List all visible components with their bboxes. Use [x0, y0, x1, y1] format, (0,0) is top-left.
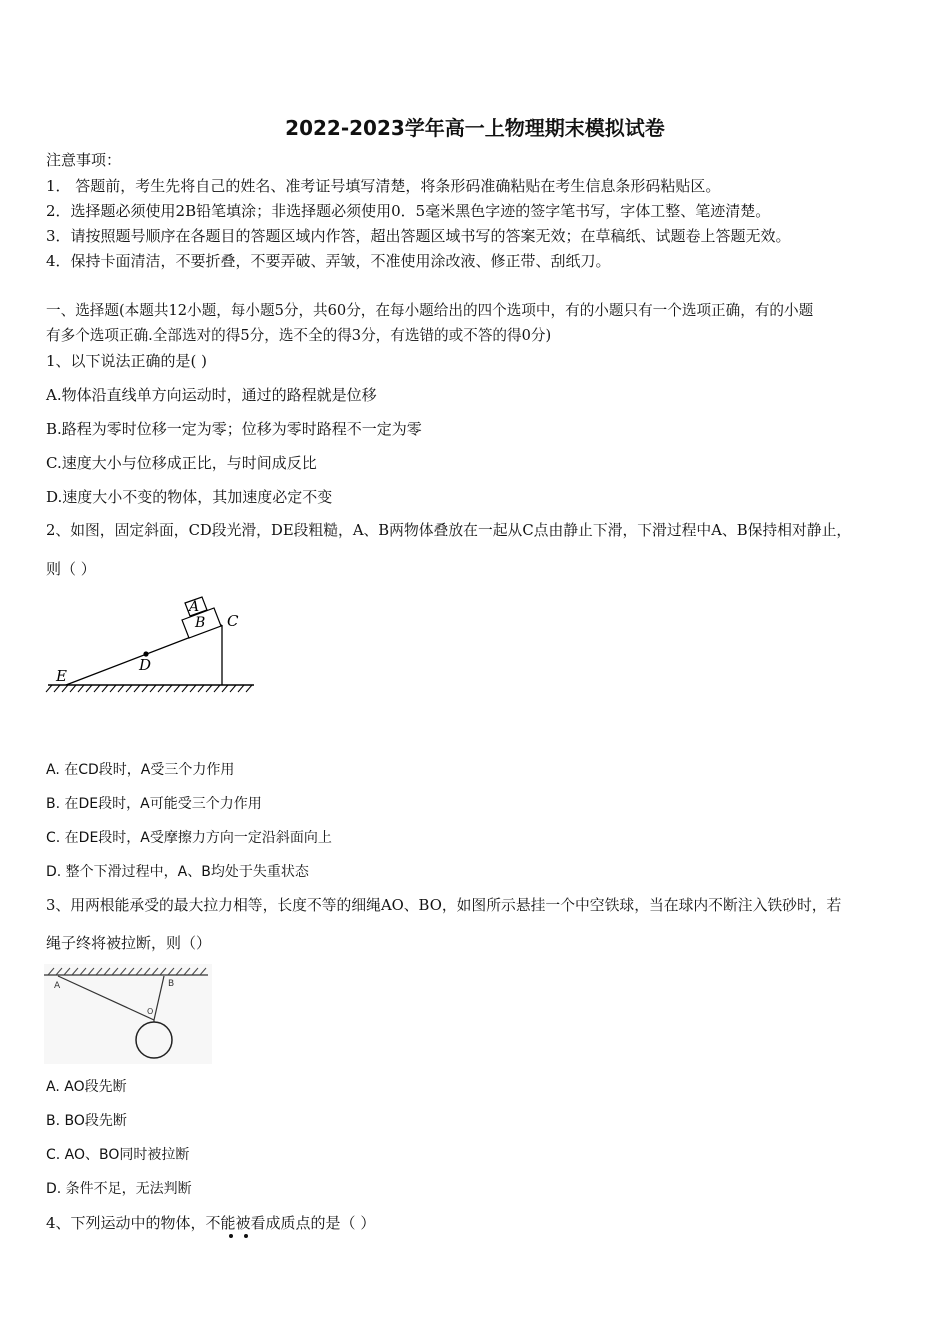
question-2-stem-line1: 2、如图，固定斜面，CD段光滑，DE段粗糙，A、B两物体叠放在一起从C点由静止下滑，下滑过程中A、B保持相对静止，: [46, 522, 852, 539]
question-3-option-a: A. AO段先断: [46, 1079, 127, 1095]
figure-background: [44, 964, 212, 1064]
question-1-stem: 1、以下说法正确的是( ): [46, 352, 208, 370]
notice-item-1: 1． 答题前，考生先将自己的姓名、准考证号填写清楚，将条形码准确粘贴在考生信息条形码粘贴区。: [46, 177, 721, 195]
question-3-option-b: B. BO段先断: [46, 1113, 127, 1129]
question-2-option-d: D. 整个下滑过程中，A、B均处于失重状态: [46, 864, 309, 880]
hanging-ball-figure: [44, 964, 212, 1064]
label-e: E: [56, 667, 67, 685]
label-b: B: [168, 979, 175, 989]
label-a: A: [54, 981, 61, 991]
label-d: D: [139, 656, 152, 674]
ground-hatching: [46, 685, 252, 692]
question-1-option-c: C.速度大小与位移成正比，与时间成反比: [46, 454, 317, 472]
question-2-option-b: B. 在DE段时，A可能受三个力作用: [46, 796, 262, 812]
emphasis-dot-1: [229, 1234, 233, 1238]
label-c: C: [227, 612, 239, 630]
notice-item-2: 2．选择题必须使用2B铅笔填涂；非选择题必须使用0．5毫米黑色字迹的签字笔书写，字体工整、笔迹清楚。: [46, 202, 771, 220]
question-2-option-a: A. 在CD段时，A受三个力作用: [46, 762, 235, 778]
notice-heading: 注意事项：: [46, 151, 122, 169]
question-1-option-b: B.路程为零时位移一定为零；位移为零时路程不一定为零: [46, 420, 422, 438]
question-3-stem-line2: 绳子终将被拉断，则（）: [46, 934, 212, 952]
question-1-option-d: D.速度大小不变的物体，其加速度必定不变: [46, 488, 333, 506]
notice-item-3: 3．请按照题号顺序在各题目的答题区域内作答，超出答题区域书写的答案无效；在草稿纸、试题卷上答题无效。: [46, 227, 791, 245]
question-3-option-c: C. AO、BO同时被拉断: [46, 1147, 190, 1163]
question-2-option-c: C. 在DE段时，A受摩擦力方向一定沿斜面向上: [46, 830, 332, 846]
question-2-stem-line2: 则（ ）: [46, 560, 96, 578]
question-3-stem-line1: 3、用两根能承受的最大拉力相等，长度不等的细绳AO、BO，如图所示悬挂一个中空铁球，当在球内不断注入铁砂时，若: [46, 897, 842, 914]
notice-item-4: 4．保持卡面清洁，不要折叠，不要弄破、弄皱，不准使用涂改液、修正带、刮纸刀。: [46, 252, 611, 270]
question-1-option-a: A.物体沿直线单方向运动时，通过的路程就是位移: [46, 386, 377, 404]
section-instructions-line1: 一、选择题(本题共12小题，每小题5分，共60分，在每小题给出的四个选项中，有的小题只有一个选项正确，有的小题: [46, 302, 814, 319]
label-o: O: [147, 1007, 154, 1016]
question-3-option-d: D. 条件不足，无法判断: [46, 1181, 192, 1197]
emphasis-dot-2: [244, 1234, 248, 1238]
label-b: B: [195, 615, 206, 631]
section-instructions-line2: 有多个选项正确.全部选对的得5分，选不全的得3分，有选错的或不答的得0分): [46, 327, 552, 344]
page-title: 2022-2023学年高一上物理期末模拟试卷: [285, 116, 665, 140]
incline-figure: [44, 590, 260, 700]
label-a: A: [189, 599, 200, 615]
question-4-stem: 4、下列运动中的物体，不能被看成质点的是（ ）: [46, 1214, 376, 1232]
